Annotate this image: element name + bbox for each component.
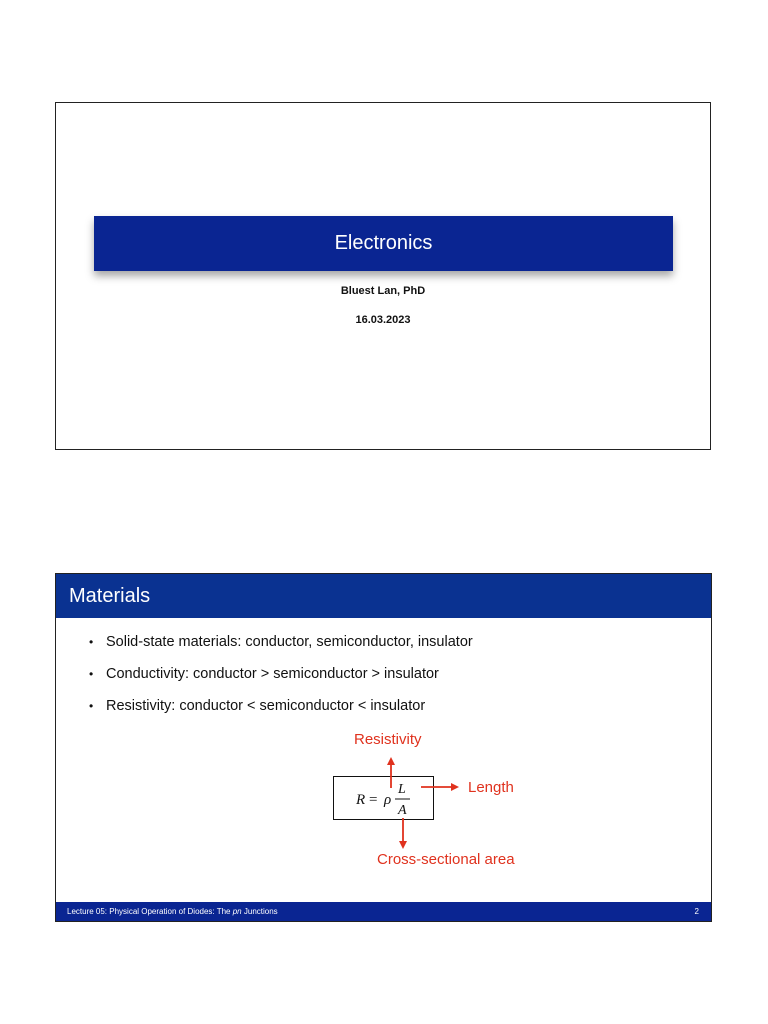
page-number: 2 xyxy=(694,907,699,916)
formula-rho: ρ xyxy=(384,792,392,808)
lecture-title xyxy=(67,907,278,916)
formula-equals: = xyxy=(369,792,378,808)
title-banner xyxy=(94,216,673,271)
formula-lhs: R xyxy=(356,792,366,808)
bullet-item: • Conductivity: conductor > semiconductor > insulator xyxy=(89,664,473,696)
bullet-item: • Resistivity: conductor < semiconductor < insulator xyxy=(89,696,473,728)
lecture-title-prefix: Lecture 05: Physical Operation of Diodes: The xyxy=(67,907,233,916)
title-slide xyxy=(55,102,711,450)
formula-denominator: A xyxy=(398,803,407,818)
lecture-title-emphasis: pn xyxy=(232,907,242,916)
bullet-item: • Solid-state materials: conductor, semiconductor, insulator xyxy=(89,632,473,664)
formula-numerator: L xyxy=(398,782,406,797)
lecture-title-suffix: Junctions xyxy=(241,907,278,916)
cross-sectional-area-label: Cross-sectional area xyxy=(377,851,515,868)
slide-footer xyxy=(56,902,711,921)
slide-title: Electronics xyxy=(334,232,433,254)
presentation-date: 16.03.2023 xyxy=(355,314,411,326)
resistivity-label: Resistivity xyxy=(354,731,422,748)
author-name: Bluest Lan, PhD xyxy=(340,285,426,297)
length-label: Length xyxy=(468,779,514,796)
formula-diagram xyxy=(56,574,712,922)
materials-slide xyxy=(55,573,712,922)
slide-title: Materials xyxy=(69,584,151,607)
